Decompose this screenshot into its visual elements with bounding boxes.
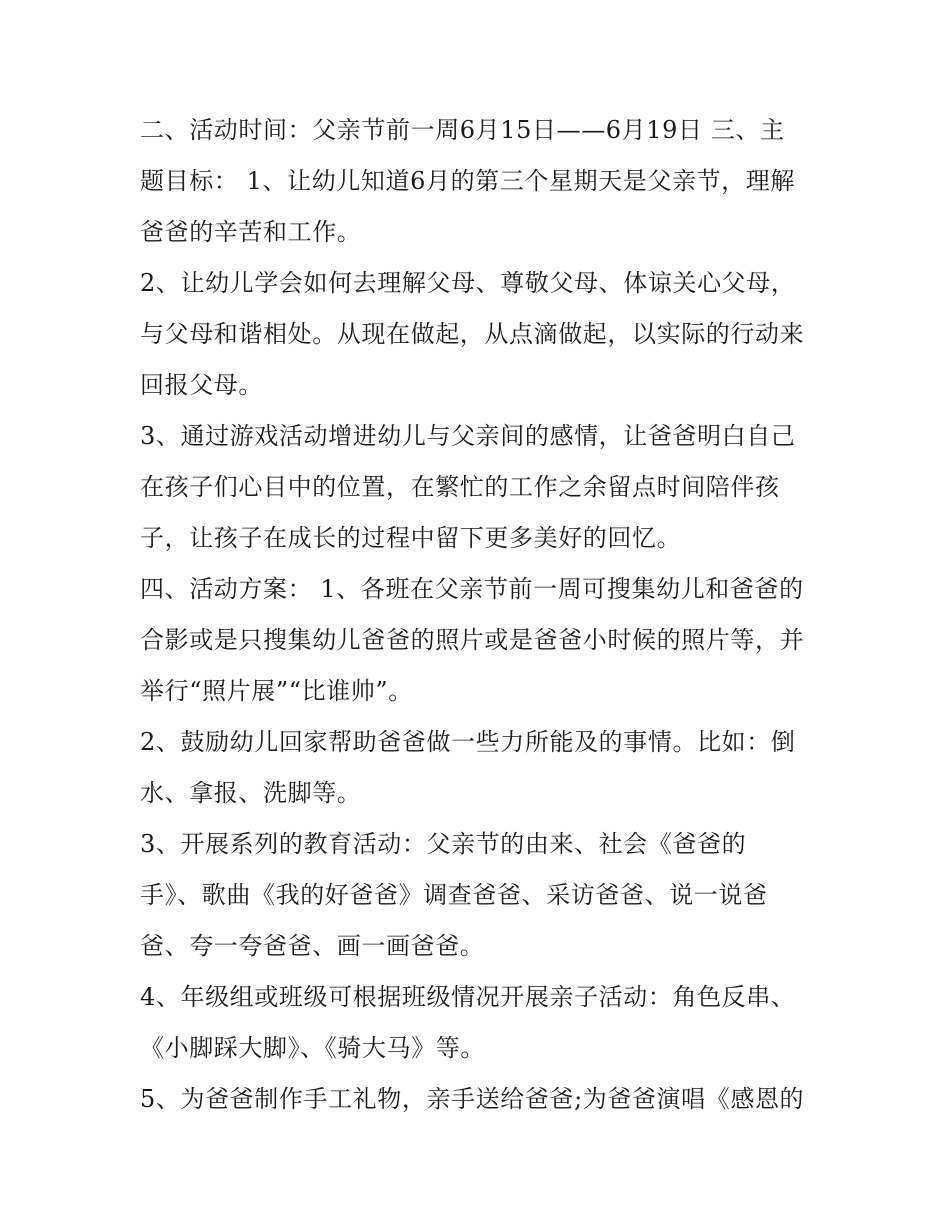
text-line: 《小脚踩大脚》、《骑大马》等。	[140, 1034, 485, 1062]
text-line: 子，让孩子在成长的过程中留下更多美好的回忆。	[140, 524, 682, 552]
text-line: 题目标： 1、让幼儿知道6月的第三个星期天是父亲节，理解	[140, 167, 795, 195]
text-line: 与父母和谐相处。从现在做起，从点滴做起，以实际的行动来	[140, 320, 805, 348]
text-line: 四、活动方案： 1、各班在父亲节前一周可搜集幼儿和爸爸的	[140, 575, 804, 603]
text-line: 在孩子们心目中的位置，在繁忙的工作之余留点时间陪伴孩	[140, 473, 780, 501]
text-line: 3、通过游戏活动增进幼儿与父亲间的感情，让爸爸明白自己	[140, 422, 796, 450]
text-line: 水、拿报、洗脚等。	[140, 779, 362, 807]
text-line: 4、年级组或班级可根据班级情况开展亲子活动：角色反串、	[140, 983, 796, 1011]
text-line: 合影或是只搜集幼儿爸爸的照片或是爸爸小时候的照片等，并	[140, 626, 805, 654]
text-line: 2、让幼儿学会如何去理解父母、尊敬父母、体谅关心父母，	[140, 269, 796, 297]
text-line: 爸、夸一夸爸爸、画一画爸爸。	[140, 932, 485, 960]
text-line: 回报父母。	[140, 371, 263, 399]
text-line: 手》、歌曲《我的好爸爸》调查爸爸、采访爸爸、说一说爸	[140, 881, 768, 909]
text-line: 5、为爸爸制作手工礼物，亲手送给爸爸;为爸爸演唱《感恩的	[140, 1085, 805, 1113]
text-line: 2、鼓励幼儿回家帮助爸爸做一些力所能及的事情。比如：倒	[140, 728, 796, 756]
text-line: 3、开展系列的教育活动：父亲节的由来、社会《爸爸的	[140, 830, 747, 858]
text-line: 举行“照片展”“比谁帅”。	[140, 677, 413, 705]
text-line: 二、活动时间：父亲节前一周6月15日——6月19日 三、主	[140, 116, 785, 144]
text-line: 爸爸的辛苦和工作。	[140, 218, 362, 246]
